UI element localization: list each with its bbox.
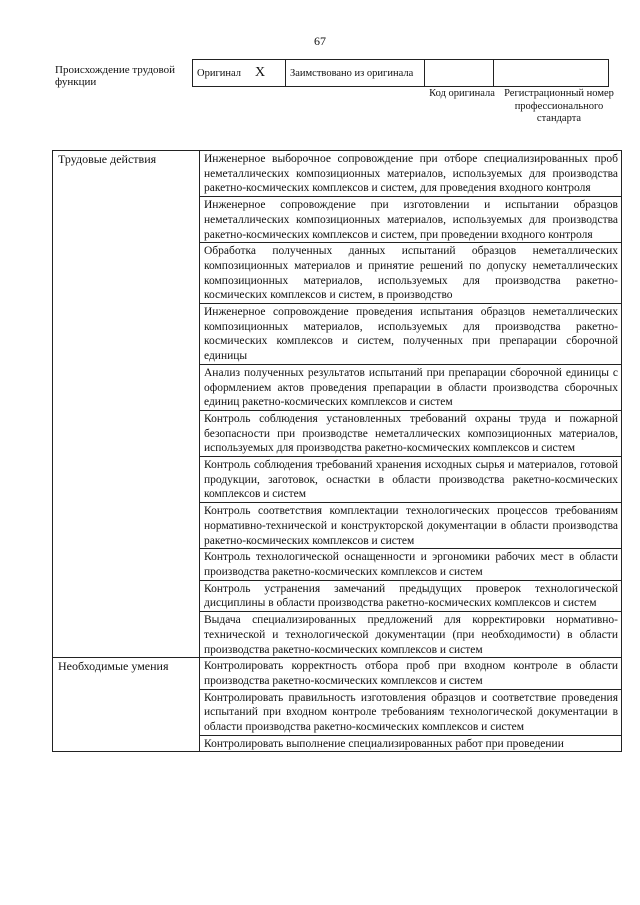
section-item: Контроль соблюдения установленных требований охраны труда и пожарной безопасности при производстве неметаллических композиционных материалов, используемых для производства ракетно-космических комплексов и систем <box>200 410 622 456</box>
labor-function-table <box>52 150 622 752</box>
section-item: Обработка полученных данных испытаний образцов неметаллических композиционных материалов и принятие решений по допуску неметаллических композиционных материалов, используемых для производства ракетно-космических комплексов и систем, в производство <box>200 243 622 304</box>
origin-label: Происхождение трудовой функции <box>55 64 176 88</box>
origin-row <box>193 60 609 87</box>
section-item: Выдача специализированных предложений для корректировки нормативно-технической и технологической документации (при необходимости) в области производства ракетно-космических комплексов и систем <box>200 612 622 658</box>
borrowed-cell <box>286 60 425 87</box>
original-label: Оригинал <box>197 68 241 79</box>
section-item: Анализ полученных результатов испытаний при препарации сборочной единицы с оформлением актов проведения препарации в области производства сборочных единиц ракетно-космических комплексов и систем <box>200 364 622 410</box>
section-item: Инженерное выборочное сопровождение при отборе специализированных проб неметаллических композиционных материалов, используемых для производства ракетно-космических комплексов и систем, для проведения входного контроля <box>200 151 622 197</box>
section-item: Контролировать выполнение специализированных работ при проведении <box>200 735 622 752</box>
borrowed-label: Заимствовано из оригинала <box>290 67 414 79</box>
section-item: Контроль соблюдения требований хранения исходных сырья и материалов, готовой продукции, заготовок, оснастки в области производства ракетно-космических комплексов и систем <box>200 457 622 503</box>
code-original-cell <box>425 60 494 87</box>
section-label: Необходимые умения <box>53 658 200 752</box>
section-label: Трудовые действия <box>53 151 200 658</box>
section-item: Инженерное сопровождение проведения испытания образцов неметаллических композиционных материалов, используемых для производства ракетно-космических комплексов и систем, полученных при препарации сборочной единицы <box>200 304 622 365</box>
section-item: Контроль устранения замечаний предыдущих проверок технологической дисциплины в области производства ракетно-космических комплексов и систем <box>200 580 622 611</box>
original-cell <box>193 60 286 87</box>
code-caption: Код оригинала <box>429 88 495 99</box>
table-row <box>53 658 622 689</box>
reg-number-cell <box>494 60 609 87</box>
origin-table <box>192 59 609 87</box>
section-item: Контролировать правильность изготовления образцов и соответствие проведения испытаний при входном контроле требованиям технологической документации в области производства ракетно-космических комплексов и систем <box>200 689 622 735</box>
reg-number-caption: Регистрационный номер профессионального стандарта <box>504 88 614 124</box>
section-item: Контроль технологической оснащенности и эргономики рабочих мест в области производства ракетно-космических комплексов и систем <box>200 549 622 580</box>
table-row <box>53 151 622 197</box>
section-item: Контролировать корректность отбора проб при входном контроле в области производства ракетно-космических комплексов и систем <box>200 658 622 689</box>
page-number: 67 <box>314 34 326 48</box>
section-item: Контроль соответствия комплектации технологических процессов требованиям нормативно-технической и конструкторской документации в области производства ракетно-космических комплексов и систем <box>200 503 622 549</box>
section-item: Инженерное сопровождение при изготовлении и испытании образцов неметаллических композиционных материалов, используемых для производства ракетно-космических комплексов и систем, при проведении входного контроля <box>200 197 622 243</box>
original-mark: X <box>255 65 266 80</box>
